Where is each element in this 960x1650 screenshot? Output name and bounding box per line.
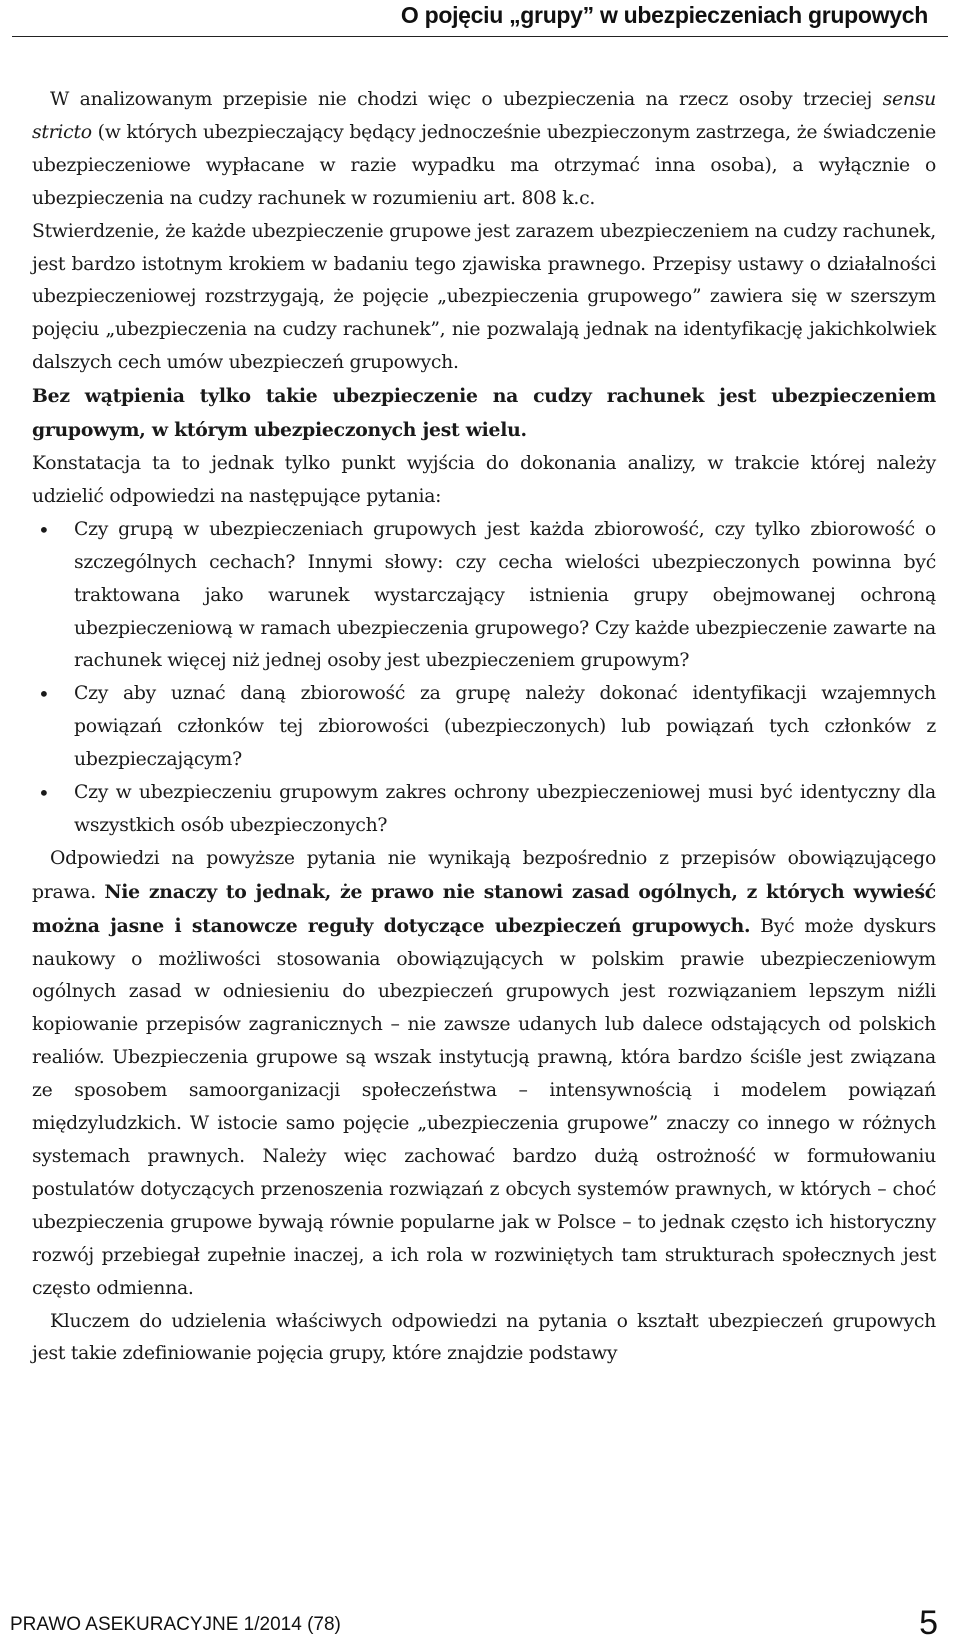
paragraph-4: Konstatacja ta to jednak tylko punkt wyjścia do dokonania analizy, w trakcie której należy udzielić odpowiedzi na następujące pytania: bbox=[32, 452, 936, 507]
paragraph-6: Kluczem do udzielenia właściwych odpowiedzi na pytania o kształt ubezpieczeń grupowych jest takie zdefiniowanie pojęcia grupy, które znajdzie podstawy bbox=[32, 1310, 936, 1365]
paragraph-5-text-a: Odpowiedzi na powyższe pytania nie wynikają bezpośrednio z przepisów obowiązującego prawa. bbox=[32, 847, 936, 903]
paragraph-5-text-b: Być może dyskurs naukowy o możliwości stosowania obowiązujących w polskim prawie ubezpieczeniowym ogólnych zasad w odniesieniu do ubezpieczeń grupowych jest rozwiązaniem lepszym niźli kopiowanie przepisów zagranicznych – nie zawsze udanych lub dalece odstających od polskich realiów. Ubezpieczenia grupowe są wszak instytucją prawną, która bardzo ściśle jest związana ze sposobem samoorganizacji społeczeństwa – intensywnością i modelem powiązań międzyludzkich. W istocie samo pojęcie „ubezpieczenia grupowe” znaczy co innego w różnych systemach prawnych. Należy więc zachować bardzo dużą ostrożność w formułowaniu postulatów dotyczących przenoszenia rozwiązań z obcych systemów prawnych, w których – choć ubezpieczenia grupowe bywają równie popularne jak w Polsce – to jednak często ich historyczny rozwój przebiegał zupełnie inaczej, a ich rola w rozwiniętych tam strukturach społecznych jest często odmienna. bbox=[32, 915, 936, 1299]
paragraph-1-text-b: (w których ubezpieczający będący jednocześnie ubezpieczonym zastrzega, że świadczenie ubezpieczeniowe wypłacane w razie wypadku ma otrzymać inna osoba), a wyłącznie o ubezpieczenia na cudzy rachunek w rozumieniu art. 808 k.c. bbox=[32, 121, 936, 209]
paragraph-1-text-a: W analizowanym przepisie nie chodzi więc o ubezpieczenia na rzecz osoby trzeciej bbox=[50, 89, 883, 110]
list-item: • Czy grupą w ubezpieczeniach grupowych jest każda zbiorowość, czy tylko zbiorowość o szczególnych cechach? Innymi słowy: czy cecha wielości ubezpieczonych powinna być traktowana jako warunek wystarczający istnienia grupy obejmowanej ochroną ubezpieczeniową w ramach ubezpieczenia grupowego? Czy każde ubezpieczenie zawarte na rachunek więcej niż jednej osoby jest ubezpieczeniem grupowym? bbox=[32, 514, 936, 679]
paragraph-1 bbox=[32, 84, 936, 216]
paragraph-2: Stwierdzenie, że każde ubezpieczenie grupowe jest zarazem ubezpieczeniem na cudzy rachunek, jest bardzo istotnym krokiem w badaniu tego zjawiska prawnego. Przepisy ustawy o działalności ubezpieczeniowej rozstrzygają, że pojęcie „ubezpieczenia grupowego” zawiera się w szerszym pojęciu „ubezpieczenia na cudzy rachunek”, nie pozwalają jednak na identyfikację jakichkolwiek dalszych cech umów ubezpieczeń grupowych. bbox=[32, 220, 936, 374]
journal-footer: PRAWO ASEKURACYJNE 1/2014 (78) bbox=[10, 1614, 341, 1635]
paragraph-1-italic: sensu stricto bbox=[32, 89, 936, 143]
paragraph-5-bold: Nie znaczy to jednak, że prawo nie stanowi zasad ogólnych, z których wywieść można jasne i stanowcze reguły dotyczące ubezpieczeń grupowych. bbox=[32, 880, 936, 937]
list-item: • Czy w ubezpieczeniu grupowym zakres ochrony ubezpieczeniowej musi być identyczny dla wszystkich osób ubezpieczonych? bbox=[32, 777, 936, 843]
question-list bbox=[32, 514, 936, 843]
paragraph-3-bold bbox=[32, 380, 936, 448]
running-header-title: O pojęciu „grupy” w ubezpieczeniach grupowych bbox=[400, 2, 928, 28]
header-rule bbox=[12, 36, 948, 37]
article-body bbox=[32, 84, 936, 1371]
paragraph-5 bbox=[32, 843, 936, 1306]
page-number: 5 bbox=[919, 1604, 938, 1642]
bold-statement: Bez wątpienia tylko takie ubezpieczenie na cudzy rachunek jest ubezpieczeniem grupowym, w którym ubezpieczonych jest wielu. bbox=[32, 385, 936, 442]
list-item: • Czy aby uznać daną zbiorowość za grupę należy dokonać identyfikacji wzajemnych powiązań członków tej zbiorowości (ubezpieczonych) lub powiązań tych członków z ubezpieczającym? bbox=[32, 678, 936, 777]
